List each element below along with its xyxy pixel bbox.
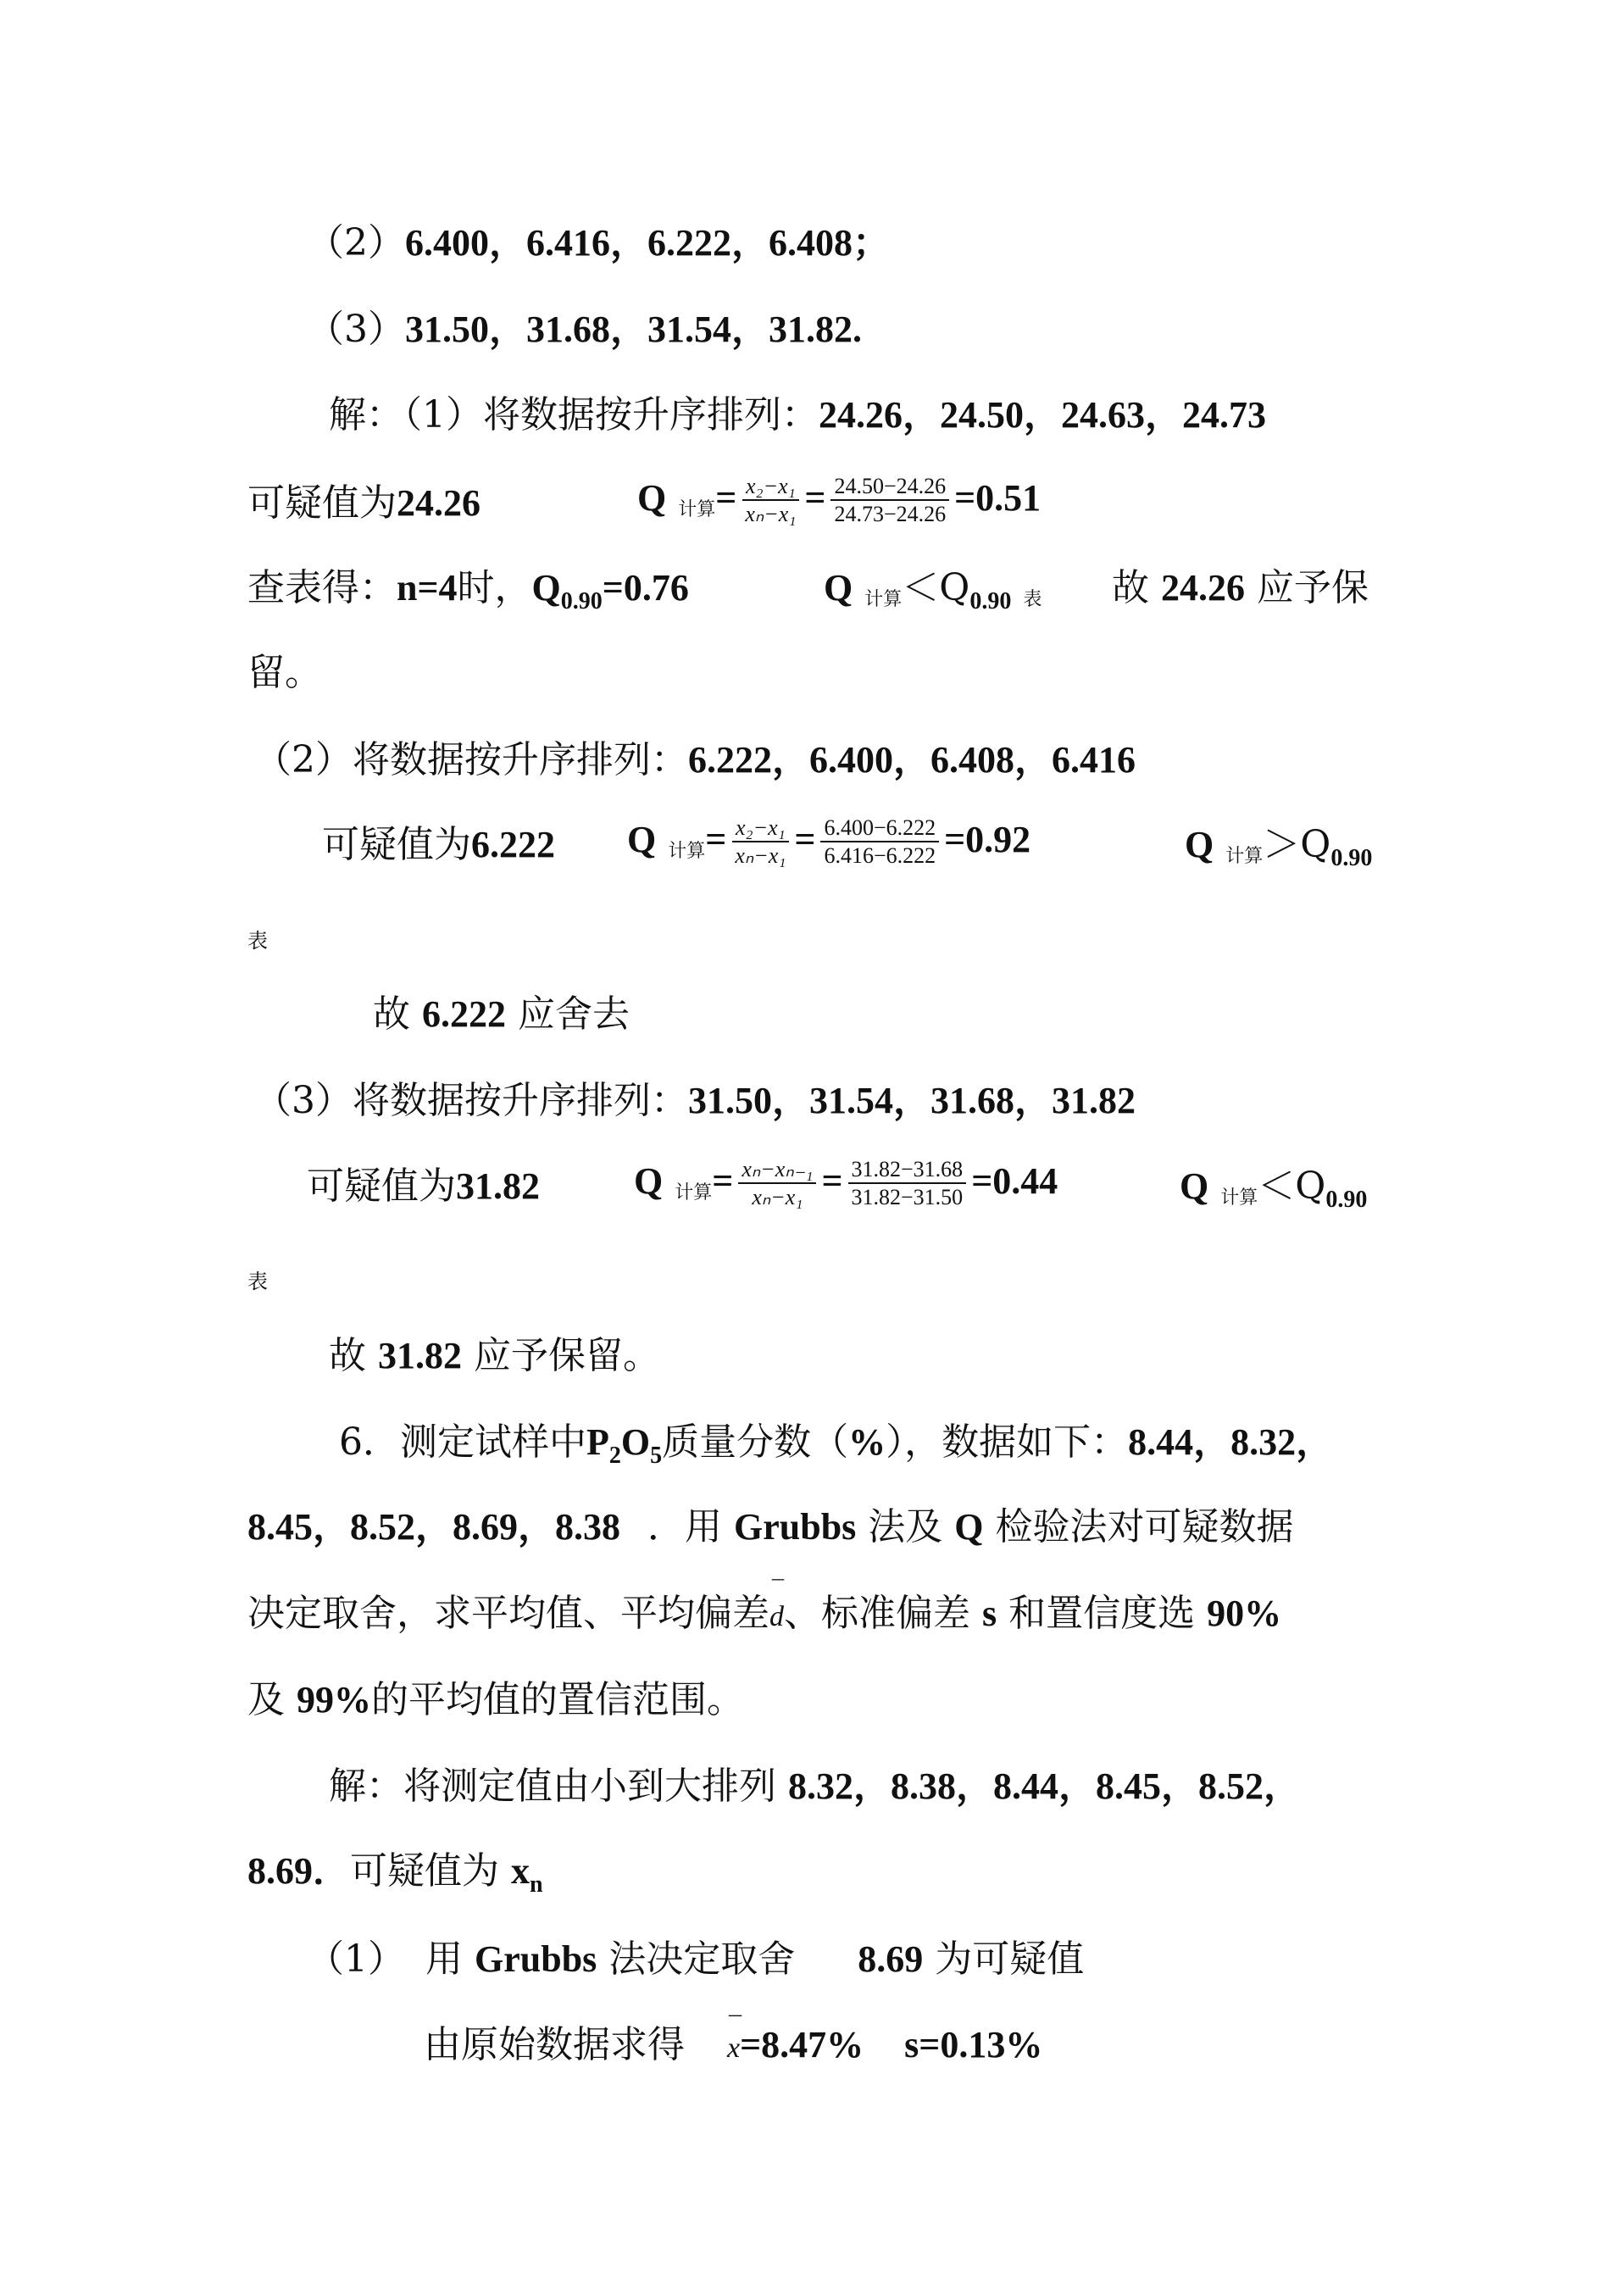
solution-3-sort: （3）将数据按升序排列：31.50，31.54，31.68，31.82 (254, 1079, 1136, 1122)
question-6-line2: 8.45，8.52，8.69，8.38 ．用 Grubbs 法及 Q 检验法对可疑数据 (247, 1505, 1294, 1548)
grubbs-step-1: （1） 用 Grubbs 法决定取舍 8.69 为可疑值 (307, 1937, 1085, 1981)
suspect-label: 可疑值为 (247, 481, 397, 525)
conclusion-2: 故 6.222 应舍去 (373, 992, 630, 1036)
q-formula-2: Q 计算= $\frac{\text{x₂−x₁}}{\text{xₙ−x₁}}$ = $\frac{6.400-6.222}{6.416-6.222}$ =0.92 (627, 815, 1031, 869)
question-6-line4: 及 99%的平均值的置信范围。 (247, 1678, 744, 1721)
q-formula-3: Q 计算= $\frac{\text{xₙ−xₙ₋₁}}{\text{xₙ−x₁}}$ = $\frac{31.82-31.68}{31.82-31.50}$ =0.44 (634, 1157, 1058, 1210)
item-number: （2） (307, 221, 405, 264)
x-bar-symbol: ¯ x (727, 2032, 740, 2064)
q-calc-3: 可疑值为31.82 (307, 1165, 540, 1208)
comparison-2: Q 计算$>Q_{0.90}$ (1185, 823, 1373, 871)
fraction-values: $\frac{24.50-24.26}{24.73-24.26}$ (830, 475, 949, 526)
equals: = (715, 476, 737, 519)
fraction-values: $\frac{31.82-31.68}{31.82-31.50}$ (848, 1158, 967, 1209)
table-lookup-1: 查表得：n=4时，$Q_{0.90}=0.76$ (247, 566, 689, 614)
q-calc-2: 可疑值为6.222 (322, 823, 555, 866)
solution-6-suspect: 8.69．可疑值为 $x_n$ (247, 1849, 543, 1898)
fraction-formula: $\frac{\text{xₙ−xₙ₋₁}}{\text{xₙ−x₁}}$ (738, 1158, 816, 1209)
fraction-values: $\frac{6.400-6.222}{6.416-6.222}$ (820, 816, 939, 868)
item-number: （3） (307, 308, 405, 351)
equals: = (804, 476, 826, 519)
continuation-text: 留。 (247, 651, 322, 694)
data-values: 31.50，31.68，31.54，31.82. (405, 309, 862, 350)
grubbs-mean-std: 由原始数据求得 ¯ x=8.47% s=0.13% (424, 2026, 1042, 2064)
question-6-line1: 6．测定试样中$P_2O_5$质量分数（%），数据如下：8.44，8.32， (339, 1420, 1334, 1469)
comparison-3: Q 计算$<Q_{0.90}$ (1180, 1165, 1368, 1213)
suspect-value: 24.26 (397, 482, 480, 524)
q-subscript: 计算 (678, 498, 716, 520)
data-values: 6.400，6.416，6.222，6.408； (405, 222, 890, 264)
line-2-data (307, 221, 890, 264)
fraction-formula: $\frac{\text{x₂−x₁}}{\text{xₙ−x₁}}$ (731, 816, 789, 868)
question-6-line3: 决定取舍，求平均值、平均偏差¯ d、标准偏差 s 和置信度选 90% (247, 1595, 1281, 1632)
fraction-formula: $\frac{\text{x₂−x₁}}{\text{xₙ−x₁}}$ (742, 475, 799, 526)
solution-2-sort: （2）将数据按升序排列：6.222，6.400，6.408，6.416 (254, 738, 1136, 781)
line-3-data (307, 308, 862, 351)
q-symbol: Q (637, 476, 667, 519)
table-char: 表 (247, 929, 268, 953)
q-calc-1 (247, 481, 480, 525)
solution-text: 解：（1）将数据按升序排列： (329, 393, 819, 436)
conclusion-3: 故 31.82 应予保留。 (329, 1334, 660, 1377)
solution-6-sort: 解：将测定值由小到大排列 8.32，8.38，8.44，8.45，8.52， (329, 1765, 1301, 1808)
comparison-1: Q 计算$<Q_{0.90}$ 表 (824, 566, 1042, 614)
table-char: 表 (247, 1270, 268, 1293)
d-bar-symbol: ¯ d (769, 1601, 784, 1632)
q-formula-1 (637, 475, 1041, 526)
conclusion-1: 故 24.26 应予保 (1112, 566, 1369, 609)
solution-1-sort (329, 393, 1266, 436)
sorted-values: 24.26，24.50，24.63，24.73 (819, 394, 1266, 436)
q-result: =0.51 (954, 476, 1042, 519)
